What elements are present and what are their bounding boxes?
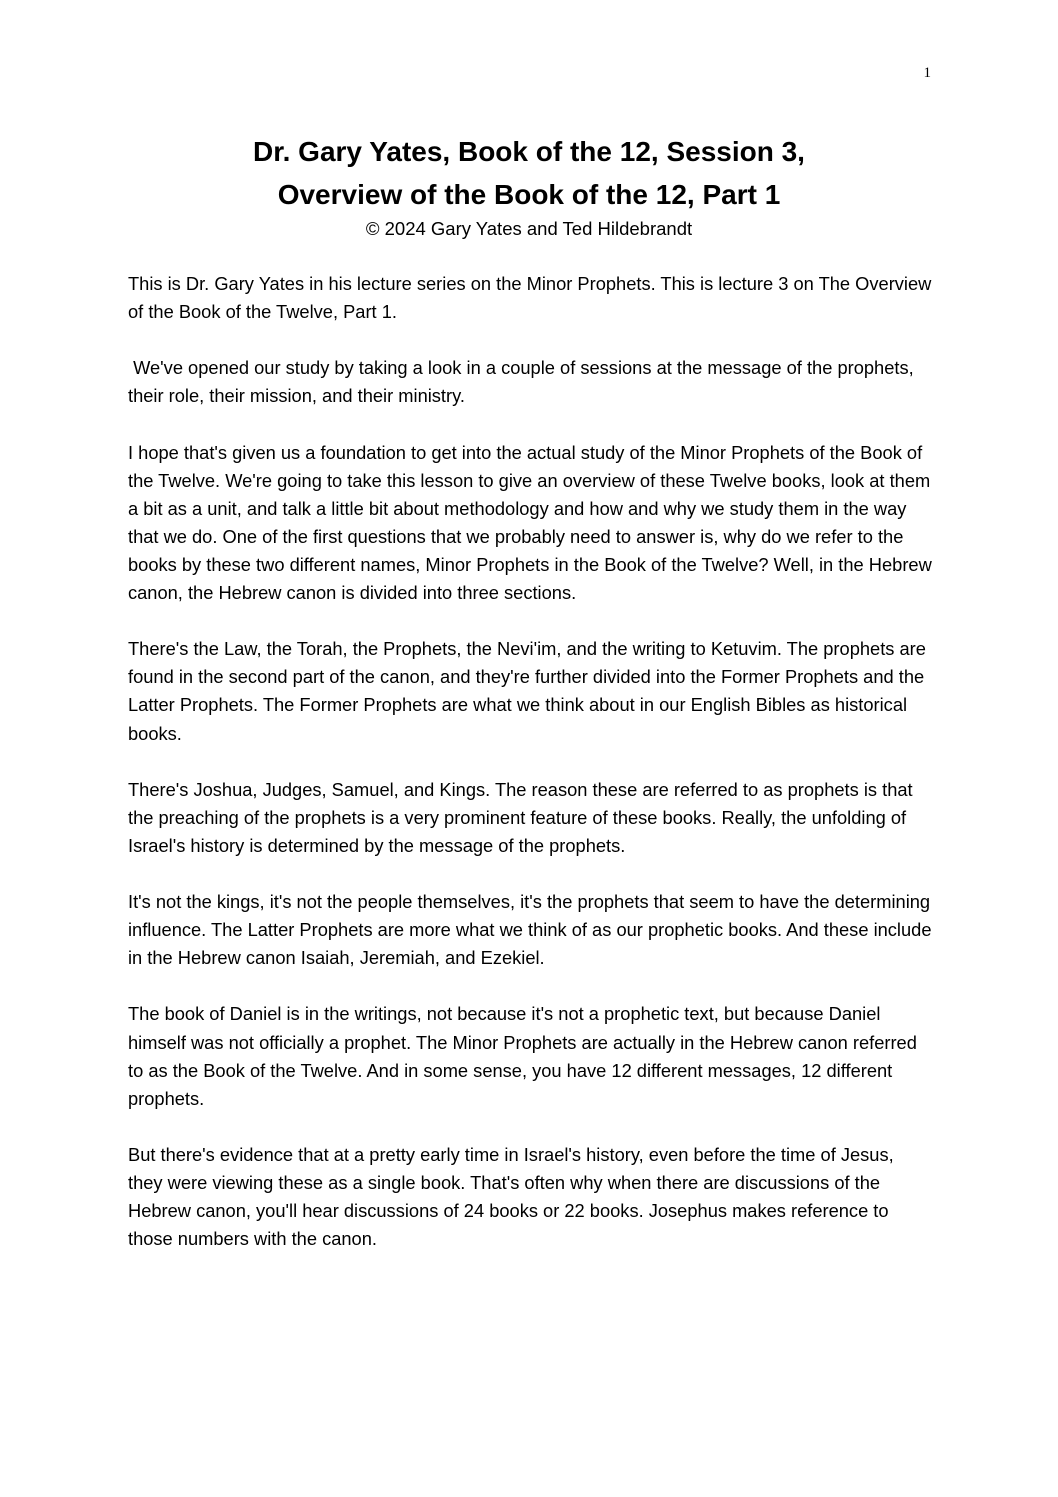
paragraph: The book of Daniel is in the writings, not because it's not a prophetic text, but because Daniel himself was not officially a prophet. The Minor Prophets are actually in the Hebrew canon referred to as the Book of the Twelve. And in some sense, you have 12 different messages, 12 different prophets.	[128, 1003, 917, 1109]
paragraph: I hope that's given us a foundation to get into the actual study of the Minor Prophets of the Book of the Twelve. We're going to take this lesson to give an overview of these Twelve books, look at them a bit as a unit, and talk a little bit about methodology and how and why we study them in the way that we do. One of the first questions that we probably need to answer is, why do we refer to the books by these two different names, Minor Prophets in the Book of the Twelve? Well, in the Hebrew canon, the Hebrew canon is divided into three sections.	[128, 441, 932, 604]
paragraph: We've opened our study by taking a look in a couple of sessions at the message of the prophets, their role, their mission, and their ministry.	[128, 357, 919, 407]
copyright-notice: © 2024 Gary Yates and Ted Hildebrandt	[365, 218, 693, 239]
document-body	[128, 270, 933, 1281]
paragraph: There's Joshua, Judges, Samuel, and Kings. The reason these are referred to as prophets is that the preaching of the prophets is a very prominent feature of these books. Really, the unfolding of Israel's history is determined by the message of the prophets.	[128, 778, 913, 856]
paragraph: This is Dr. Gary Yates in his lecture series on the Minor Prophets. This is lecture 3 on The Overview of the Book of the Twelve, Part 1.	[128, 273, 932, 323]
title-line-1: Dr. Gary Yates, Book of the 12, Session 3,	[253, 136, 805, 167]
paragraph: But there's evidence that at a pretty early time in Israel's history, even before the time of Jesus, they were viewing these as a single book. That's often why when there are discussions of the Hebrew canon, you'll hear discussions of 24 books or 22 books. Josephus makes reference to those numbers with the canon.	[128, 1143, 894, 1250]
page-number: 1	[923, 65, 931, 81]
document-header	[0, 130, 1058, 242]
paragraph: There's the Law, the Torah, the Prophets, the Nevi'im, and the writing to Ketuvim. The prophets are found in the second part of the canon, and they're further divided into the Former Prophets and the Latter Prophets. The Former Prophets are what we think about in our English Bibles as historical books.	[128, 638, 926, 744]
paragraph: It's not the kings, it's not the people themselves, it's the prophets that seem to have the determining influence. The Latter Prophets are more what we think of as our prophetic books. And these include in the Hebrew canon Isaiah, Jeremiah, and Ezekiel.	[128, 891, 932, 969]
title-line-2: Overview of the Book of the 12, Part 1	[277, 179, 781, 210]
